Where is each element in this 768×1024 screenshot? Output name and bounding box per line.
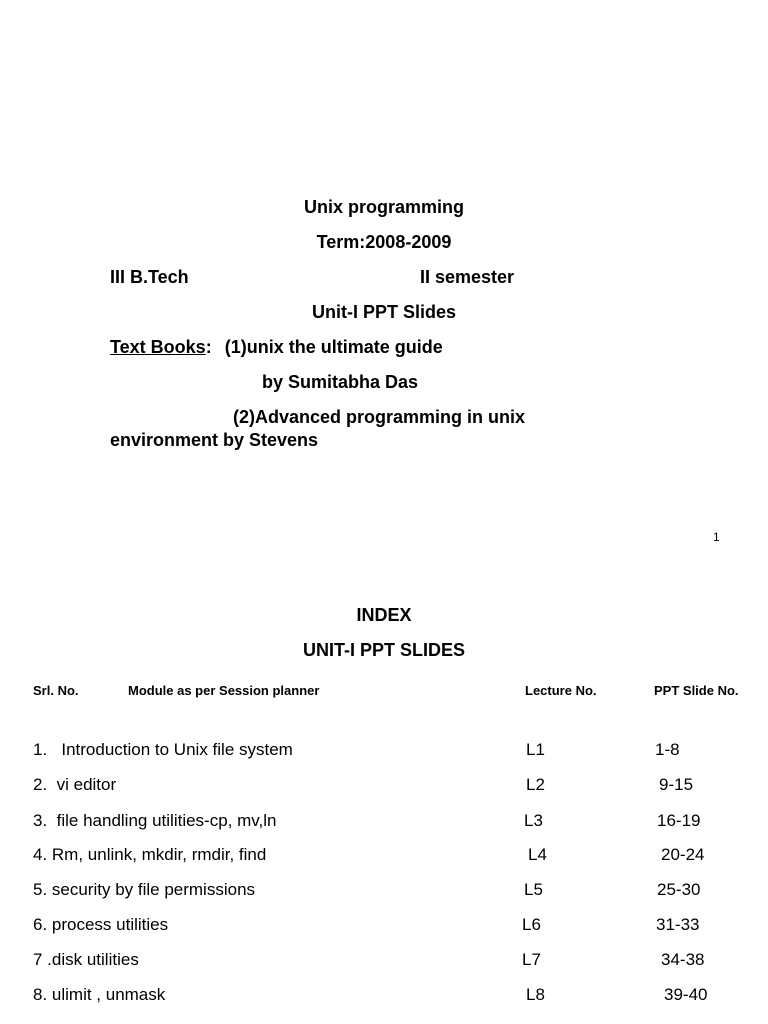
table-row xyxy=(0,740,768,762)
row-slides: 1-8 xyxy=(655,740,680,759)
index-heading: INDEX xyxy=(356,605,412,625)
row-item: 7 .disk utilities xyxy=(33,950,139,969)
term: Term:2008-2009 xyxy=(316,232,452,252)
row-lecture: L7 xyxy=(522,950,541,969)
text-books-label: Text Books xyxy=(110,337,206,357)
row-lecture: L3 xyxy=(524,811,543,830)
book1-title: (1)unix the ultimate guide xyxy=(224,337,443,357)
row-slides: 39-40 xyxy=(664,985,708,1004)
col-header-srl: Srl. No. xyxy=(33,683,79,698)
index-subheading: UNIT-I PPT SLIDES xyxy=(302,640,466,660)
row-lecture: L6 xyxy=(522,915,541,934)
book2-line1: (2)Advanced programming in unix xyxy=(233,407,526,427)
row-item: 8. ulimit , unmask xyxy=(33,985,166,1004)
row-slides: 25-30 xyxy=(657,880,701,899)
table-row xyxy=(0,811,768,833)
text-books-line xyxy=(110,337,443,358)
row-lecture: L1 xyxy=(526,740,545,759)
course-title: Unix programming xyxy=(303,197,464,217)
row-slides: 9-15 xyxy=(659,775,694,794)
book2-line2: environment by Stevens xyxy=(110,430,319,450)
row-item: 4. Rm, unlink, mkdir, rmdir, find xyxy=(33,845,267,864)
row-slides: 31-33 xyxy=(656,915,700,934)
row-lecture: L4 xyxy=(528,845,547,864)
table-row xyxy=(0,985,768,1007)
row-item: 1. Introduction to Unix file system xyxy=(33,740,293,759)
col-header-lecture: Lecture No. xyxy=(525,683,597,698)
row-lecture: L2 xyxy=(526,775,545,794)
year-label: III B.Tech xyxy=(110,267,189,287)
row-item: 2. vi editor xyxy=(33,775,117,794)
row-slides: 20-24 xyxy=(661,845,705,864)
row-slides: 16-19 xyxy=(657,811,701,830)
row-item: 3. file handling utilities-cp, mv,ln xyxy=(33,811,277,830)
row-item: 6. process utilities xyxy=(33,915,169,934)
row-lecture: L8 xyxy=(526,985,545,1004)
col-header-slide: PPT Slide No. xyxy=(654,683,739,698)
unit-title: Unit-I PPT Slides xyxy=(311,302,457,322)
semester-label: II semester xyxy=(420,267,515,287)
row-item: 5. security by file permissions xyxy=(33,880,256,899)
table-row xyxy=(0,775,768,797)
col-header-module: Module as per Session planner xyxy=(128,683,320,698)
page-number: 1 xyxy=(713,530,720,544)
book1-author: by Sumitabha Das xyxy=(262,372,419,392)
table-row xyxy=(0,880,768,902)
row-lecture: L5 xyxy=(524,880,543,899)
table-row xyxy=(0,845,768,867)
row-slides: 34-38 xyxy=(661,950,705,969)
table-row xyxy=(0,915,768,937)
table-row xyxy=(0,950,768,972)
text-books-colon: : xyxy=(205,337,212,357)
